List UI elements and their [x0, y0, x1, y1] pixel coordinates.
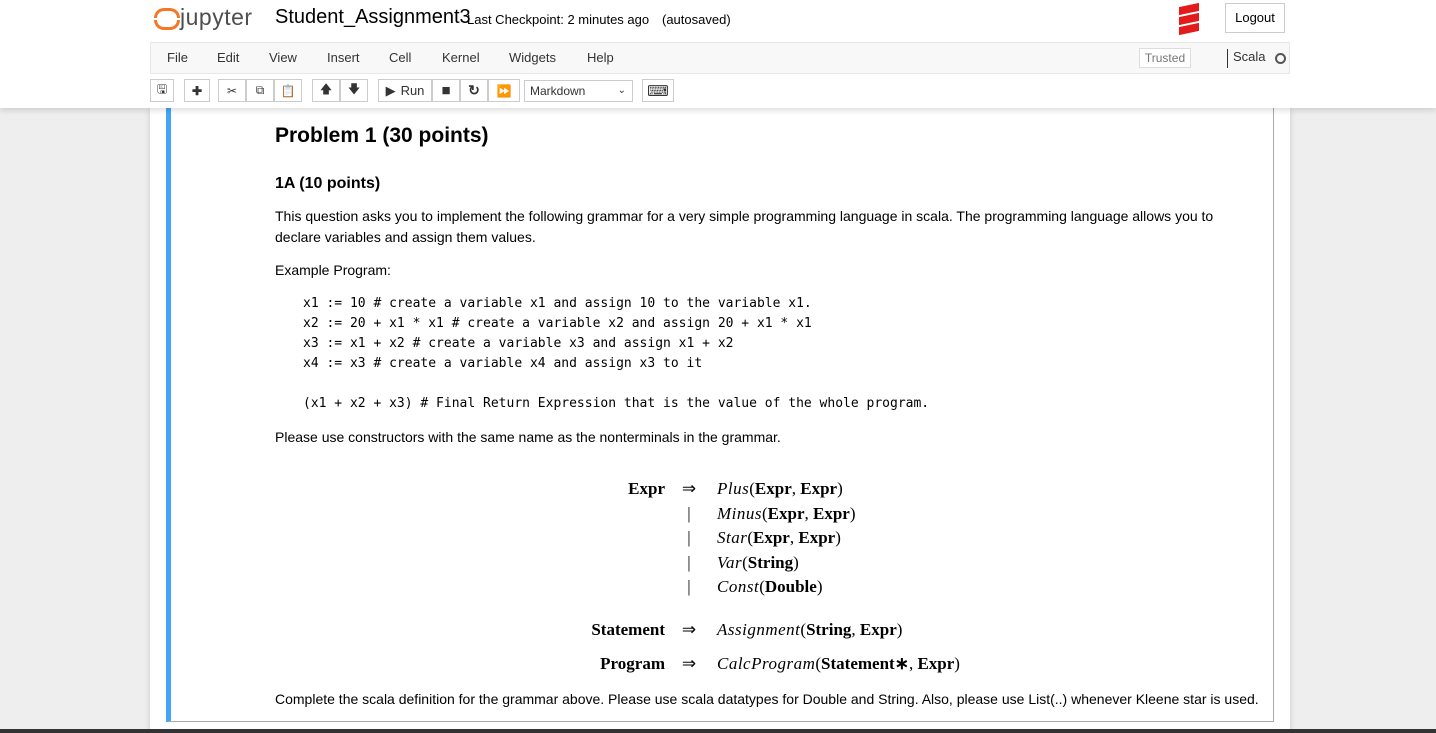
grammar-lhs: Statement [591, 620, 665, 639]
alternative-bar: | [687, 577, 691, 596]
constructor-arg: Expr [767, 504, 805, 523]
copy-button[interactable] [246, 79, 274, 102]
grammar-rhs: Star(Expr, Expr) [717, 528, 841, 547]
menu-edit[interactable]: Edit [217, 50, 240, 65]
constructor-arg: Expr [754, 479, 792, 498]
menu-kernel[interactable]: Kernel [442, 50, 480, 65]
checkpoint-status: Last Checkpoint: 2 minutes ago [467, 12, 650, 27]
cell-type-select[interactable] [524, 80, 633, 102]
subproblem-heading: 1A (10 points) [275, 175, 381, 192]
bottom-bar [0, 729, 1436, 733]
alternative-bar: | [687, 553, 691, 572]
move-up-button[interactable] [312, 79, 340, 102]
alternative-bar: | [687, 504, 691, 523]
constructor-arg: String [806, 620, 852, 639]
keyboard-icon: ⌨ [647, 82, 669, 100]
save-button[interactable] [150, 79, 174, 102]
constructors-note: Please use constructors with the same name as the nonterminals in the grammar. [275, 429, 781, 445]
copy-icon: ⧉ [255, 83, 265, 97]
stop-icon: ■ [441, 82, 451, 99]
cut-icon: ✂ [226, 83, 238, 98]
run-all-button[interactable] [488, 79, 520, 102]
derives-arrow: ⇒ [681, 654, 697, 673]
logout-button[interactable]: Logout [1225, 3, 1285, 33]
header [0, 0, 1436, 108]
example-label: Example Program: [275, 262, 391, 278]
constructor-name: Var [717, 553, 743, 572]
arrow-down-icon: 🡇 [347, 82, 361, 96]
grammar-rule [275, 504, 1265, 526]
menu-cell[interactable]: Cell [389, 50, 412, 65]
grammar-rule [275, 528, 1265, 550]
command-palette-button[interactable] [642, 79, 674, 102]
grammar-rhs: Plus(Expr, Expr) [717, 479, 843, 498]
example-code-block: x1 := 10 # create a variable x1 and assign 10 to the variable x1. x2 := 20 + x1 * x1 # create a variable x2 and assign 20 + x1 * x1 x3 := x1 + x2 # create a variable x3 and assign x1 + x2 x4 := x3 # create a variable x4 and assign x3 to it (x1 + x2 + x3) # Final Return Expression that is the value of the whole program. [303, 296, 930, 411]
insert-cell-button[interactable] [184, 79, 210, 102]
final-note: Complete the scala definition for the grammar above. Please use scala datatypes for Double and String. Also, please use List(..) whenever Kleene star is used. [275, 691, 1259, 707]
grammar-rule [275, 620, 1265, 642]
grammar-lhs: Expr [628, 479, 665, 498]
kernel-name: Scala [1227, 49, 1266, 68]
constructor-arg: Expr [798, 528, 836, 547]
autosave-status: (autosaved) [662, 12, 731, 27]
grammar-rhs: Const(Double) [717, 577, 823, 596]
grammar-lhs: Program [600, 654, 665, 673]
scala-logo-icon [1179, 3, 1199, 34]
constructor-arg: Double [764, 577, 817, 596]
run-icon: ▶ [385, 82, 396, 98]
interrupt-button[interactable] [432, 79, 460, 102]
grammar-rule [275, 479, 1265, 501]
constructor-name: Assignment [717, 620, 801, 639]
grammar-rhs: Assignment(String, Expr) [717, 620, 903, 639]
constructor-name: Plus [717, 479, 750, 498]
save-icon: 🖫 [156, 82, 168, 96]
grammar-rule [275, 577, 1265, 599]
paste-button[interactable] [274, 79, 302, 102]
move-down-button[interactable] [340, 79, 368, 102]
notebook-container [150, 108, 1290, 733]
menubar [150, 42, 1290, 74]
trusted-indicator[interactable]: Trusted [1139, 48, 1191, 68]
alternative-bar: | [687, 528, 691, 547]
cut-button[interactable] [218, 79, 246, 102]
constructor-arg: String [747, 553, 794, 572]
menu-insert[interactable]: Insert [327, 50, 360, 65]
constructor-arg: Expr [859, 620, 897, 639]
constructor-name: Minus [717, 504, 762, 523]
notebook-name[interactable]: Student_Assignment3 [275, 6, 471, 28]
constructor-arg: Expr [753, 528, 790, 547]
constructor-arg: Expr [800, 479, 838, 498]
jupyter-logo[interactable] [154, 4, 253, 31]
paste-icon: 📋 [280, 83, 296, 98]
kernel-idle-indicator-icon [1275, 53, 1286, 64]
grammar-rule [275, 654, 1265, 676]
constructor-arg: Expr [813, 504, 850, 523]
restart-button[interactable] [460, 79, 488, 102]
grammar-rule [275, 553, 1265, 575]
menu-help[interactable]: Help [587, 50, 614, 65]
grammar-rhs: Minus(Expr, Expr) [717, 504, 856, 523]
chevron-down-icon: ⌄ [617, 85, 626, 96]
grammar-rhs: Var(String) [717, 553, 799, 572]
run-label: Run [400, 83, 425, 98]
cell-type-value: Markdown [530, 84, 586, 98]
intro-paragraph: This question asks you to implement the following grammar for a very simple programming language in scala. The programming language allows you to declare variables and assign them values. [275, 208, 1214, 245]
logo-text: jupyter [180, 4, 253, 30]
grammar-block [275, 108, 1265, 708]
constructor-name: Const [717, 577, 760, 596]
restart-icon: ↻ [468, 82, 480, 98]
derives-arrow: ⇒ [681, 479, 697, 498]
constructor-arg: Expr [917, 654, 955, 673]
markdown-cell[interactable] [166, 108, 1274, 722]
derives-arrow: ⇒ [681, 620, 697, 639]
problem-heading: Problem 1 (30 points) [275, 124, 489, 147]
run-button[interactable] [378, 79, 432, 102]
arrow-up-icon: 🡅 [319, 82, 333, 96]
constructor-name: Star [717, 528, 748, 547]
jupyter-logo-icon [154, 5, 176, 31]
menu-file[interactable]: File [167, 50, 188, 65]
grammar-rhs: CalcProgram(Statement∗, Expr) [717, 654, 960, 673]
fast-forward-icon: ⏩ [496, 83, 512, 98]
menu-widgets[interactable]: Widgets [509, 50, 556, 65]
menu-view[interactable]: View [269, 50, 297, 65]
plus-icon: ✚ [191, 83, 203, 98]
constructor-arg: Statement∗ [821, 654, 909, 673]
constructor-name: CalcProgram [717, 654, 816, 673]
